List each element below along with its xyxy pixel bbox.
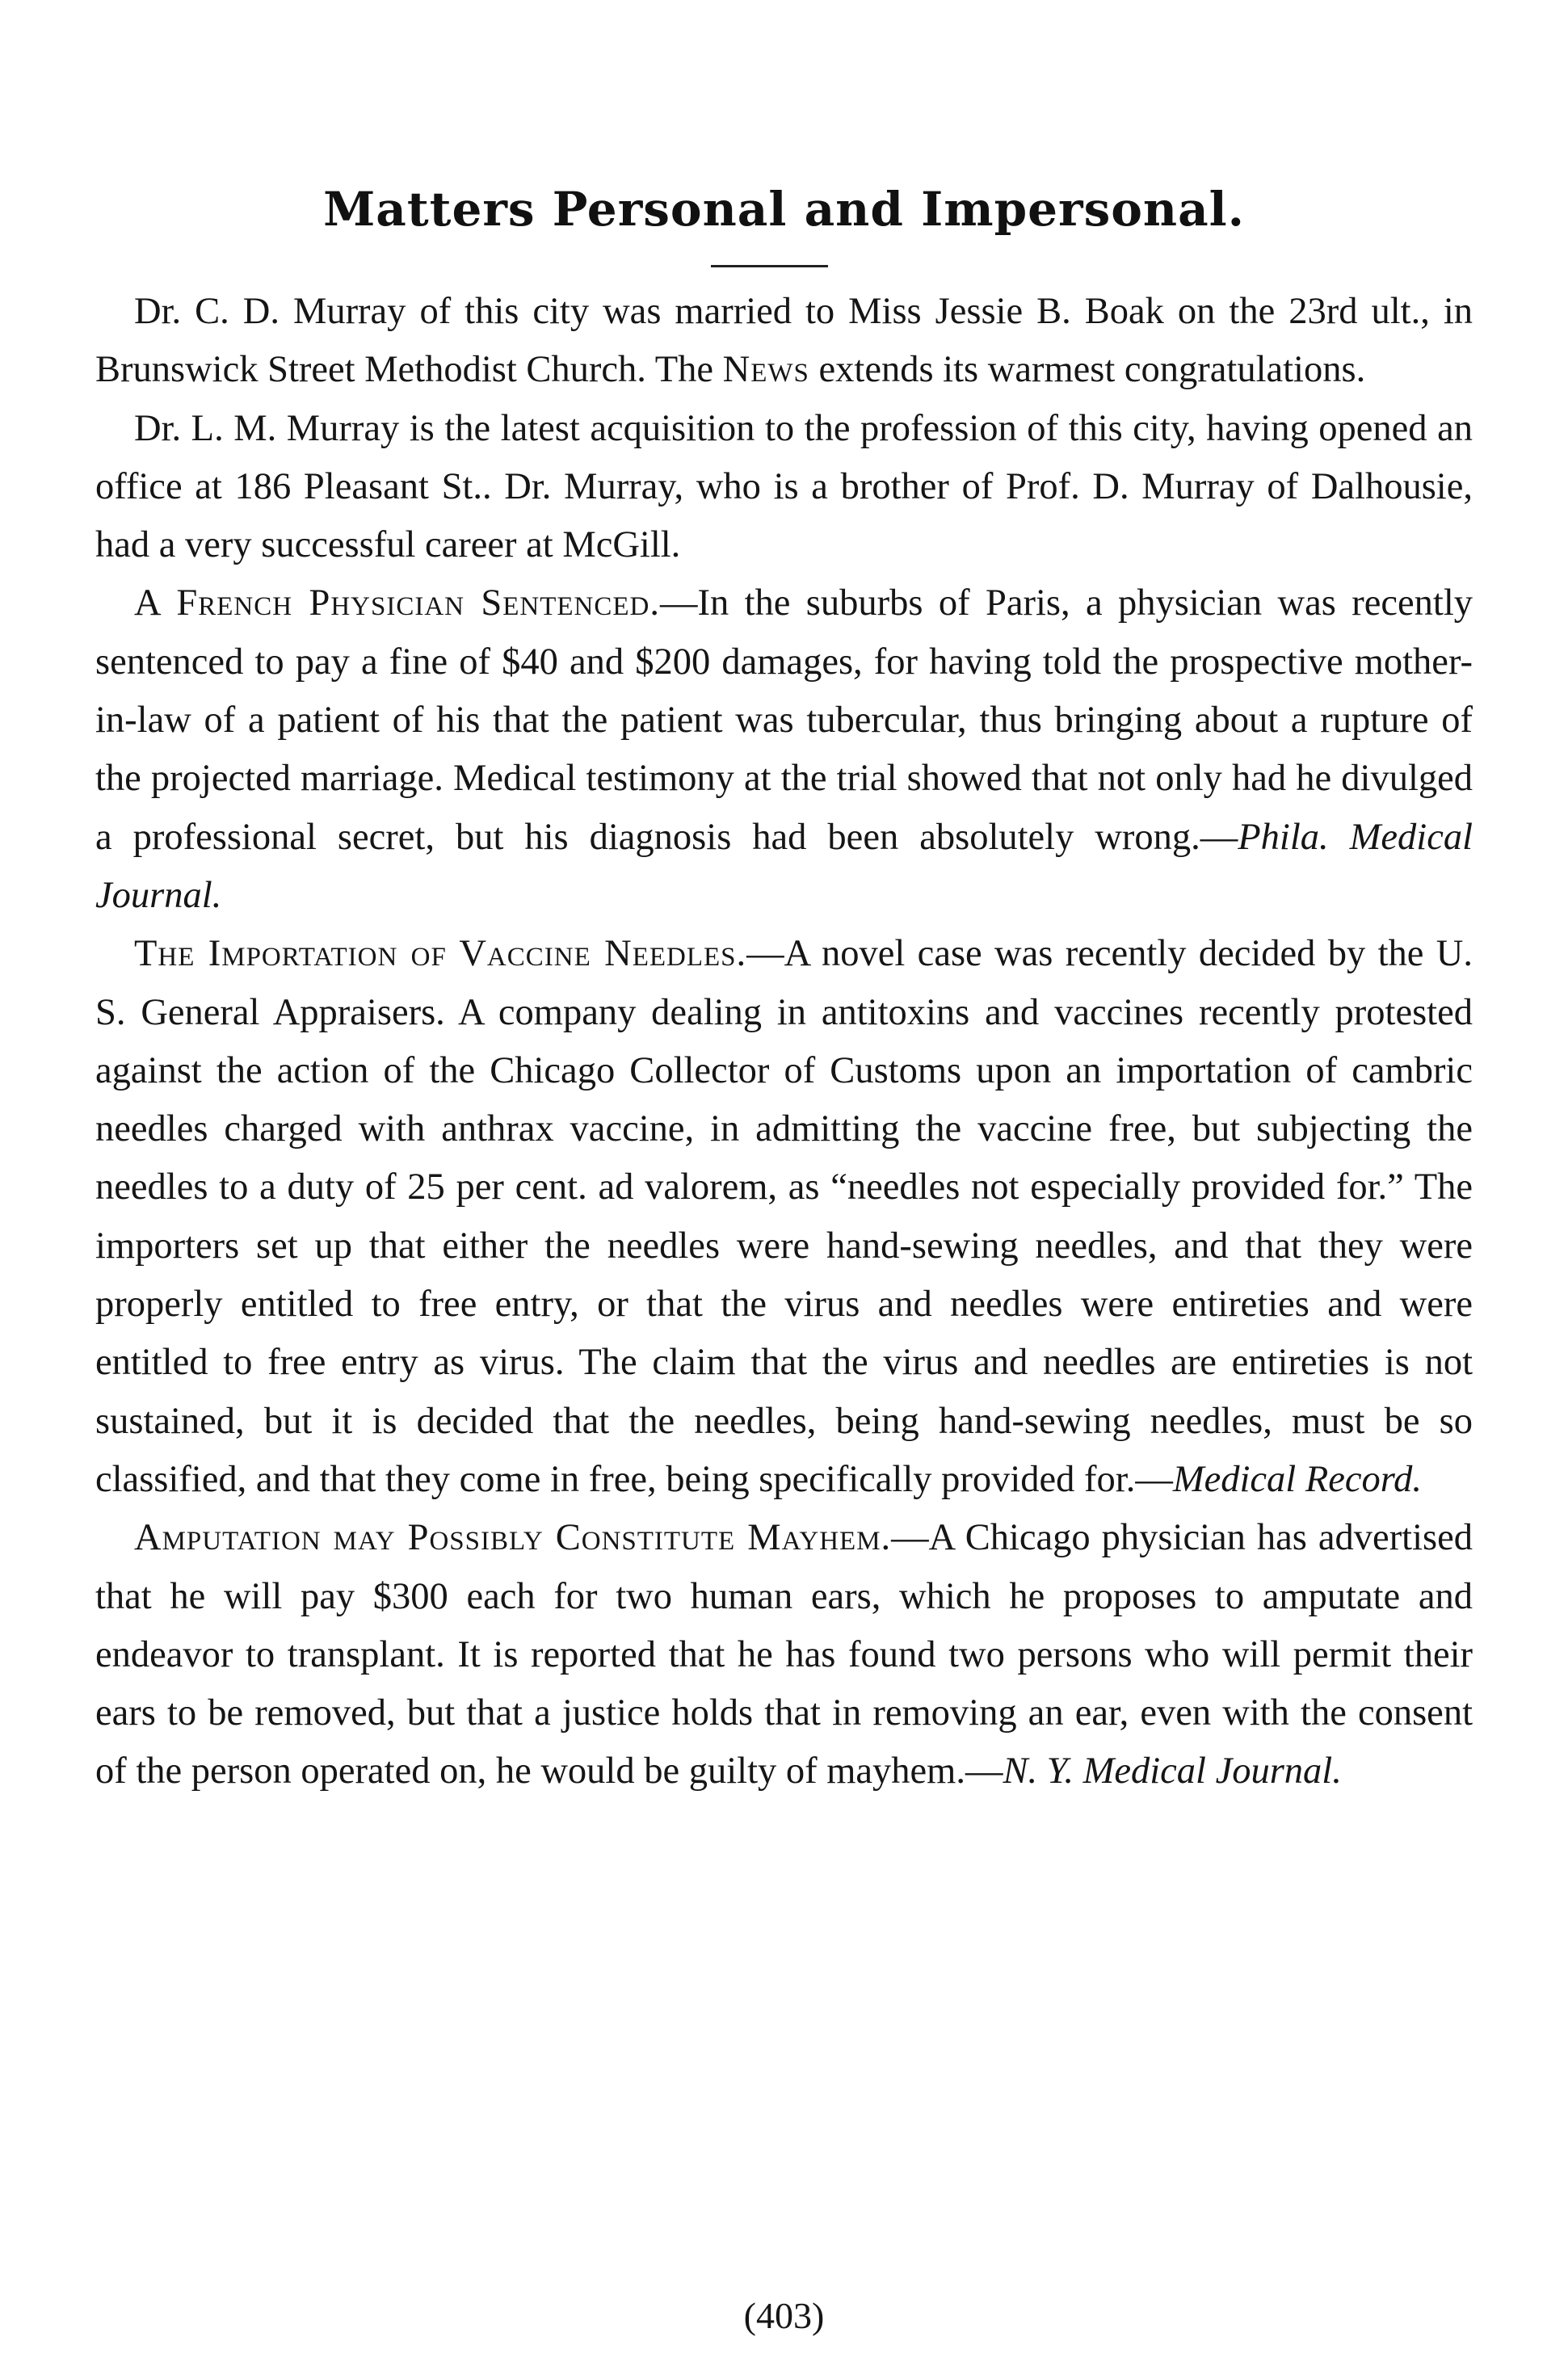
- paragraph-murray-cd: [95, 283, 1473, 400]
- paragraph-source: Phila. Medical Journal.: [95, 816, 1473, 916]
- paragraph-heading: The Importation of Vaccine Needles.: [134, 933, 747, 975]
- paragraph-murray-lm: [95, 400, 1473, 575]
- paragraph-amputation: [95, 1509, 1473, 1801]
- article-body: [95, 283, 1473, 1801]
- paragraph-french-physician: [95, 574, 1473, 925]
- paragraph-source: N. Y. Medical Journal.: [1003, 1750, 1342, 1793]
- paragraph-text: —In the suburbs of Paris, a physician was recently sentenced to pay a fine of $40 and $200 damages, for having told the prospective mother-in-law of a patient of his that the patient was tubercular, thus bringing about a rupture of the projected marriage. Medical testimony at the trial showed that not only had he divulged a professional secret, but his diagnosis had been absolutely wrong.—: [95, 582, 1473, 858]
- paragraph-vaccine-needles: [95, 925, 1473, 1509]
- paragraph-text: —A novel case was recently decided by the U. S. General Appraisers. A company dealing in antitoxins and vaccines recently protested against the action of the Chicago Collector of Customs upon an importation of cambric needles charged with anthrax vaccine, in admitting the vaccine free, but subjecting the needles to a duty of 25 per cent. ad valorem, as “needles not especially provided for.” The importers set up that either the needles were hand-sewing needles, and that they were properly entitled to free entry, or that the virus and needles were entireties and were entitled to free entry as virus. The claim that the virus and needles are entireties is not sustained, but it is decided that the needles, being hand-sewing needles, must be so classified, and that they come in free, being specifically provided for.—: [95, 933, 1473, 1500]
- paragraph-heading: A French Physician Sentenced.: [134, 582, 660, 624]
- paragraph-source: Medical Record.: [1172, 1458, 1422, 1500]
- paragraph-text: —A Chicago physician has advertised that he will pay $300 each for two human ears, which he proposes to amputate and endeavor to transplant. It is reported that he has found two persons who will permit their ears to be removed, but that a justice holds that in removing an ear, even with the consent of the person operated on, he would be guilty of mayhem.—: [95, 1517, 1473, 1793]
- news-small-caps: News: [722, 349, 809, 391]
- paragraph-text-tail: extends its warmest congratulations.: [809, 349, 1366, 391]
- paragraph-text: Dr. C. D. Murray of this city was married to Miss Jessie B. Boak on the 23rd ult., in Brunswick Street Methodist Church. The: [95, 291, 1473, 391]
- page-title: Matters Personal and Impersonal.: [323, 182, 1245, 237]
- page-number: (403): [743, 2295, 825, 2336]
- title-rule: [711, 265, 828, 267]
- paragraph-heading: Amputation may Possibly Constitute Mayhem.: [134, 1517, 892, 1559]
- paragraph-text: Dr. L. M. Murray is the latest acquisition to the profession of this city, having opened an office at 186 Pleasant St.. Dr. Murray, who is a brother of Prof. D. Murray of Dalhousie, had a very successful career at McGill.: [95, 407, 1473, 566]
